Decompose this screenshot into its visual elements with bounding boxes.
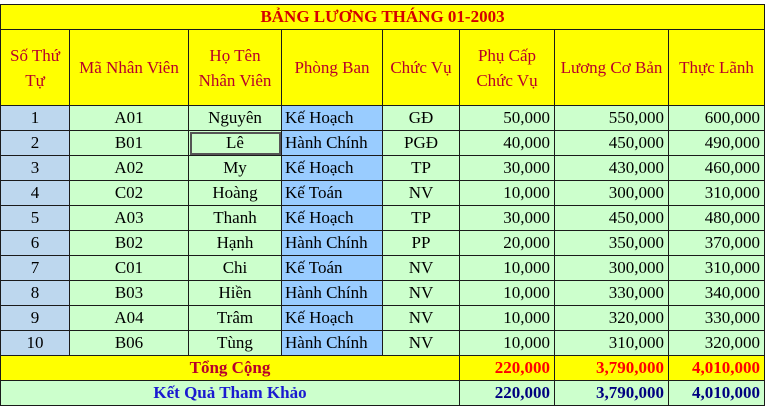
reference-row (1, 381, 765, 406)
cell-ho-ten[interactable]: Trâm (189, 306, 282, 331)
header-ho-ten[interactable]: Họ Tên Nhân Viên (189, 30, 282, 106)
cell-stt[interactable]: 3 (1, 156, 70, 181)
cell-thuc-lanh[interactable]: 600,000 (669, 106, 765, 131)
cell-ho-ten[interactable]: Hiền (189, 281, 282, 306)
total-luong[interactable]: 3,790,000 (555, 356, 669, 381)
cell-luong-co-ban[interactable]: 320,000 (555, 306, 669, 331)
table-row (1, 206, 765, 231)
cell-luong-co-ban[interactable]: 300,000 (555, 256, 669, 281)
cell-thuc-lanh[interactable]: 310,000 (669, 256, 765, 281)
cell-phu-cap[interactable]: 30,000 (460, 206, 555, 231)
cell-luong-co-ban[interactable]: 300,000 (555, 181, 669, 206)
cell-luong-co-ban[interactable]: 450,000 (555, 131, 669, 156)
cell-stt[interactable]: 6 (1, 231, 70, 256)
table-row (1, 181, 765, 206)
reference-luong[interactable]: 3,790,000 (555, 381, 669, 406)
cell-ma-nhan-vien[interactable]: B03 (70, 281, 189, 306)
cell-thuc-lanh[interactable]: 330,000 (669, 306, 765, 331)
table-row (1, 331, 765, 356)
cell-phu-cap[interactable]: 50,000 (460, 106, 555, 131)
reference-thuc-lanh[interactable]: 4,010,000 (669, 381, 765, 406)
cell-chuc-vu[interactable]: TP (383, 156, 460, 181)
cell-luong-co-ban[interactable]: 310,000 (555, 331, 669, 356)
cell-phong-ban[interactable]: Kế Hoạch (282, 156, 383, 181)
cell-ma-nhan-vien[interactable]: B02 (70, 231, 189, 256)
cell-chuc-vu[interactable]: PP (383, 231, 460, 256)
cell-ma-nhan-vien[interactable]: A01 (70, 106, 189, 131)
total-row (1, 356, 765, 381)
header-chuc-vu[interactable]: Chức Vụ (383, 30, 460, 106)
cell-ma-nhan-vien[interactable]: B06 (70, 331, 189, 356)
cell-phu-cap[interactable]: 40,000 (460, 131, 555, 156)
cell-thuc-lanh[interactable]: 460,000 (669, 156, 765, 181)
cell-phu-cap[interactable]: 10,000 (460, 306, 555, 331)
cell-ma-nhan-vien[interactable]: A04 (70, 306, 189, 331)
cell-chuc-vu[interactable]: NV (383, 331, 460, 356)
cell-stt[interactable]: 2 (1, 131, 70, 156)
cell-phong-ban[interactable]: Kế Toán (282, 256, 383, 281)
cell-phu-cap[interactable]: 30,000 (460, 156, 555, 181)
cell-thuc-lanh[interactable]: 320,000 (669, 331, 765, 356)
table-row (1, 156, 765, 181)
cell-phu-cap[interactable]: 10,000 (460, 331, 555, 356)
title-row (1, 5, 765, 30)
cell-chuc-vu[interactable]: NV (383, 281, 460, 306)
cell-chuc-vu[interactable]: TP (383, 206, 460, 231)
cell-phong-ban[interactable]: Kế Hoạch (282, 106, 383, 131)
header-row (1, 30, 765, 106)
cell-stt[interactable]: 4 (1, 181, 70, 206)
reference-label[interactable]: Kết Quả Tham Khảo (1, 381, 460, 406)
cell-ho-ten[interactable]: Hạnh (189, 231, 282, 256)
table-row (1, 231, 765, 256)
total-label[interactable]: Tổng Cộng (1, 356, 460, 381)
cell-ho-ten[interactable]: Lê (189, 131, 282, 156)
cell-phu-cap[interactable]: 10,000 (460, 256, 555, 281)
header-phu-cap[interactable]: Phụ Cấp Chức Vụ (460, 30, 555, 106)
table-row (1, 106, 765, 131)
cell-chuc-vu[interactable]: NV (383, 306, 460, 331)
cell-chuc-vu[interactable]: GĐ (383, 106, 460, 131)
header-thuc-lanh[interactable]: Thực Lãnh (669, 30, 765, 106)
cell-phu-cap[interactable]: 10,000 (460, 181, 555, 206)
cell-stt[interactable]: 10 (1, 331, 70, 356)
cell-ma-nhan-vien[interactable]: B01 (70, 131, 189, 156)
cell-thuc-lanh[interactable]: 340,000 (669, 281, 765, 306)
header-ma-nhan-vien[interactable]: Mã Nhân Viên (70, 30, 189, 106)
salary-table (0, 4, 765, 406)
cell-ma-nhan-vien[interactable]: C01 (70, 256, 189, 281)
cell-stt[interactable]: 5 (1, 206, 70, 231)
cell-ho-ten[interactable]: Nguyên (189, 106, 282, 131)
reference-phu-cap[interactable]: 220,000 (460, 381, 555, 406)
cell-phong-ban[interactable]: Hành Chính (282, 231, 383, 256)
cell-stt[interactable]: 7 (1, 256, 70, 281)
total-thuc-lanh[interactable]: 4,010,000 (669, 356, 765, 381)
cell-ma-nhan-vien[interactable]: C02 (70, 181, 189, 206)
cell-phong-ban[interactable]: Hành Chính (282, 131, 383, 156)
cell-chuc-vu[interactable]: NV (383, 256, 460, 281)
cell-luong-co-ban[interactable]: 350,000 (555, 231, 669, 256)
cell-luong-co-ban[interactable]: 550,000 (555, 106, 669, 131)
table-row (1, 281, 765, 306)
cell-thuc-lanh[interactable]: 310,000 (669, 181, 765, 206)
sheet-title[interactable]: BẢNG LƯƠNG THÁNG 01-2003 (1, 5, 765, 30)
header-phong-ban[interactable]: Phòng Ban (282, 30, 383, 106)
cell-phong-ban[interactable]: Hành Chính (282, 281, 383, 306)
cell-luong-co-ban[interactable]: 430,000 (555, 156, 669, 181)
cell-chuc-vu[interactable]: NV (383, 181, 460, 206)
cell-stt[interactable]: 1 (1, 106, 70, 131)
cell-ho-ten[interactable]: Chi (189, 256, 282, 281)
cell-phong-ban[interactable]: Kế Toán (282, 181, 383, 206)
cell-ho-ten[interactable]: Hoàng (189, 181, 282, 206)
cell-phong-ban[interactable]: Hành Chính (282, 331, 383, 356)
cell-ma-nhan-vien[interactable]: A02 (70, 156, 189, 181)
cell-ma-nhan-vien[interactable]: A03 (70, 206, 189, 231)
table-row (1, 256, 765, 281)
cell-thuc-lanh[interactable]: 480,000 (669, 206, 765, 231)
cell-phong-ban[interactable]: Kế Hoạch (282, 306, 383, 331)
cell-phu-cap[interactable]: 20,000 (460, 231, 555, 256)
cell-luong-co-ban[interactable]: 330,000 (555, 281, 669, 306)
cell-thuc-lanh[interactable]: 490,000 (669, 131, 765, 156)
table-row (1, 131, 765, 156)
cell-ho-ten[interactable]: My (189, 156, 282, 181)
cell-chuc-vu[interactable]: PGĐ (383, 131, 460, 156)
table-row (1, 306, 765, 331)
data-rows (1, 106, 765, 356)
cell-ho-ten[interactable]: Tùng (189, 331, 282, 356)
header-stt[interactable]: Số Thứ Tự (1, 30, 70, 106)
cell-stt[interactable]: 9 (1, 306, 70, 331)
cell-stt[interactable]: 8 (1, 281, 70, 306)
cell-luong-co-ban[interactable]: 450,000 (555, 206, 669, 231)
cell-phong-ban[interactable]: Kế Hoạch (282, 206, 383, 231)
header-luong-co-ban[interactable]: Lương Cơ Bản (555, 30, 669, 106)
cell-thuc-lanh[interactable]: 370,000 (669, 231, 765, 256)
cell-ho-ten[interactable]: Thanh (189, 206, 282, 231)
cell-phu-cap[interactable]: 10,000 (460, 281, 555, 306)
total-phu-cap[interactable]: 220,000 (460, 356, 555, 381)
